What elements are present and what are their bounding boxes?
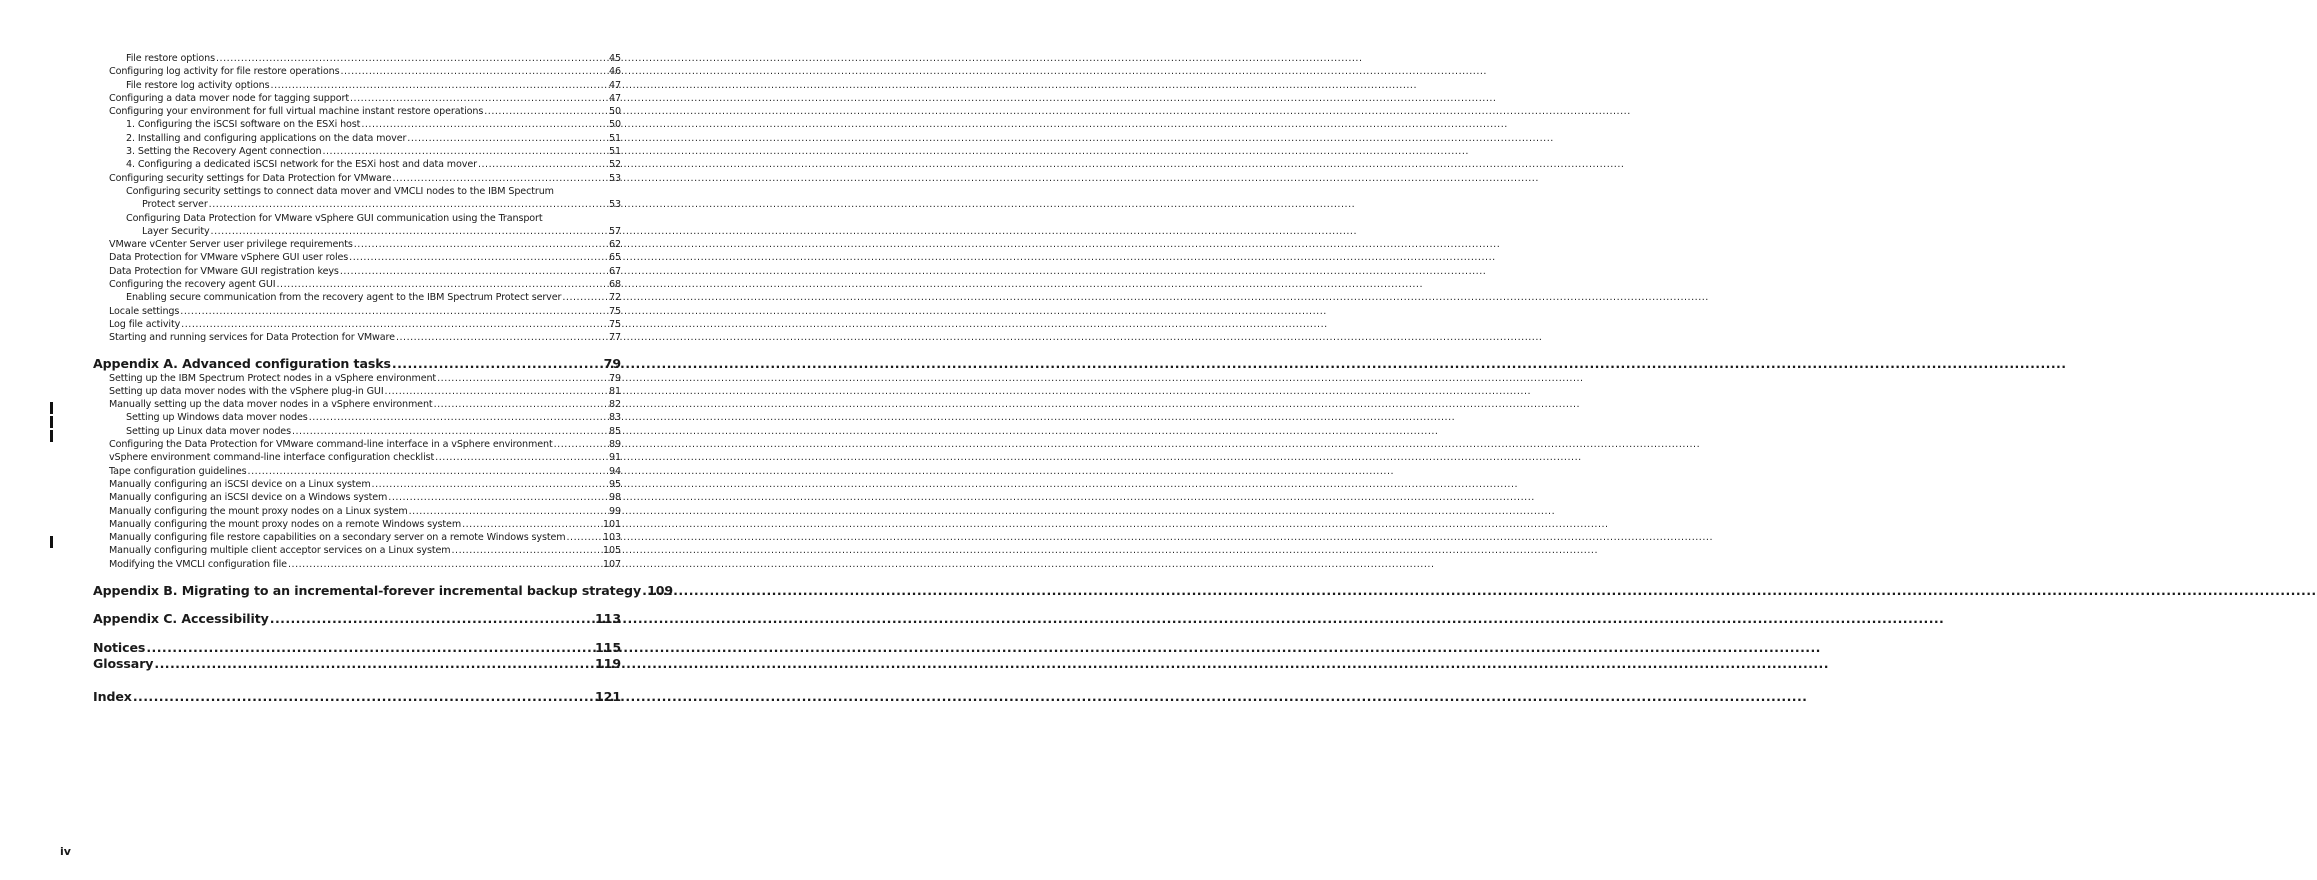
toc-leader-dots xyxy=(248,465,608,478)
toc-entry[interactable] xyxy=(93,65,621,78)
toc-entry-page: 95 xyxy=(609,478,621,490)
toc-entry[interactable] xyxy=(93,318,621,331)
toc-entry-title: Setting up Windows data mover nodes xyxy=(126,412,308,424)
toc-entry-page: 51 xyxy=(609,146,621,158)
toc-entry-title: Data Protection for VMware GUI registration keys xyxy=(109,265,339,277)
toc-leader-dots xyxy=(180,305,608,318)
toc-leader-dots xyxy=(407,132,608,145)
toc-entry-title: Configuring your environment for full virtual machine instant restore operations xyxy=(109,106,484,118)
toc-entry-title: Manually configuring multiple client acceptor services on a Linux system xyxy=(109,545,451,557)
toc-entry-page: 79 xyxy=(609,372,621,384)
toc-heading-appendix-b[interactable] xyxy=(93,582,674,599)
toc-entry[interactable] xyxy=(93,531,621,544)
toc-entry-page: 53 xyxy=(609,172,621,184)
toc-leader-dots xyxy=(270,611,594,627)
toc-entry[interactable] xyxy=(93,411,621,424)
toc-entry-page: 94 xyxy=(609,465,621,477)
toc-entry-page: 53 xyxy=(609,199,621,211)
toc-entry[interactable] xyxy=(93,132,621,145)
toc-entry-page: 57 xyxy=(609,225,621,237)
toc-entry-page: 50 xyxy=(609,106,621,118)
toc-leader-dots xyxy=(566,531,602,544)
change-bar xyxy=(50,430,53,442)
toc-leader-dots xyxy=(462,518,602,531)
toc-leader-dots xyxy=(554,438,608,451)
toc-leader-dots xyxy=(361,118,608,131)
toc-leader-dots xyxy=(392,172,608,185)
toc-entry[interactable] xyxy=(93,291,621,304)
toc-entry-title-continued: Protect server xyxy=(142,199,208,211)
toc-entry-title: File restore log activity options xyxy=(126,79,270,91)
toc-entry-title: Tape configuration guidelines xyxy=(109,465,247,477)
toc-entry[interactable] xyxy=(93,305,621,318)
toc-entry-page: 45 xyxy=(609,53,621,64)
toc-entry-title: VMware vCenter Server user privilege requirements xyxy=(109,239,353,251)
toc-leader-dots xyxy=(409,505,608,518)
toc-entry[interactable] xyxy=(93,278,621,291)
toc-heading-page: 109 xyxy=(647,582,674,598)
toc-section-mid xyxy=(93,238,621,344)
toc-heading-appendix-a[interactable] xyxy=(93,356,621,372)
toc-leader-dots xyxy=(322,145,608,158)
toc-heading-title: Appendix B. Migrating to an incremental-forever incremental backup strategy xyxy=(93,582,642,598)
toc-entry-title: Starting and running services for Data Protection for VMware xyxy=(109,332,395,344)
toc-entry-page: 77 xyxy=(609,332,621,344)
toc-entry[interactable] xyxy=(93,465,621,478)
toc-entry-page: 65 xyxy=(609,252,621,264)
toc-entry-title: File restore options xyxy=(126,53,215,64)
toc-heading-page: 115 xyxy=(595,639,621,655)
toc-entry[interactable] xyxy=(93,251,621,264)
toc-entry-page: 101 xyxy=(603,518,621,530)
toc-leader-dots xyxy=(211,225,609,238)
toc-entry[interactable] xyxy=(93,451,621,464)
toc-entry-title: Configuring Data Protection for VMware vSphere GUI communication using the Transport xyxy=(126,212,543,224)
toc-entry[interactable] xyxy=(93,398,621,411)
toc-leader-dots xyxy=(437,372,608,385)
toc-section-wrapped xyxy=(93,185,621,238)
toc-entry[interactable] xyxy=(93,385,621,398)
toc-entry-page: 51 xyxy=(609,132,621,144)
toc-entry-title: Manually configuring an iSCSI device on a Linux system xyxy=(109,478,371,490)
toc-entry-page: 75 xyxy=(609,318,621,330)
toc-entry-page: 47 xyxy=(609,79,621,91)
toc-entry[interactable] xyxy=(93,265,621,278)
toc-leader-dots xyxy=(181,318,608,331)
toc-entry-page: 105 xyxy=(603,545,621,557)
toc-entry-page: 82 xyxy=(609,399,621,411)
toc-entry-title: Setting up Linux data mover nodes xyxy=(126,425,291,437)
toc-entry-title: Configuring the Data Protection for VMware command-line interface in a vSphere environment xyxy=(109,439,553,451)
toc-entry-page: 72 xyxy=(609,292,621,304)
toc-heading-title: Appendix C. Accessibility xyxy=(93,610,269,626)
toc-section-top xyxy=(93,52,621,185)
toc-entry[interactable] xyxy=(93,92,621,105)
toc-entry-title: Setting up the IBM Spectrum Protect nodes in a vSphere environment xyxy=(109,372,437,384)
toc-entry[interactable] xyxy=(93,145,621,158)
toc-entry-page: 89 xyxy=(609,439,621,451)
toc-leader-dots xyxy=(562,291,608,304)
toc-entry[interactable] xyxy=(93,185,621,212)
change-bar xyxy=(50,402,53,414)
toc-entry-page: 50 xyxy=(609,119,621,131)
toc-entry[interactable] xyxy=(93,52,621,65)
toc-leader-dots xyxy=(277,278,609,291)
toc-leader-dots xyxy=(388,491,608,504)
toc-leader-dots xyxy=(146,640,594,656)
toc-entry-title: Configuring a data mover node for tagging support xyxy=(109,92,349,104)
toc-heading-index[interactable] xyxy=(93,689,621,705)
toc-entry[interactable] xyxy=(93,505,621,518)
toc-entry-page: 52 xyxy=(609,159,621,171)
toc-leader-dots xyxy=(309,411,608,424)
toc-entry-page: 68 xyxy=(609,279,621,291)
toc-entry-page: 85 xyxy=(609,425,621,437)
toc-entry[interactable] xyxy=(93,518,621,531)
toc-leader-dots xyxy=(354,238,608,251)
toc-entry-title: Enabling secure communication from the recovery agent to the IBM Spectrum Protect server xyxy=(126,292,562,304)
toc-entry-page: 81 xyxy=(609,385,621,397)
toc-entry[interactable] xyxy=(93,425,621,438)
toc-entry[interactable] xyxy=(93,172,621,185)
toc-entry-title: Manually configuring the mount proxy nodes on a Linux system xyxy=(109,505,408,517)
toc-leader-dots xyxy=(340,65,608,78)
toc-leader-dots xyxy=(478,158,608,171)
toc-leader-dots xyxy=(288,558,602,571)
toc-entry-title: vSphere environment command-line interface configuration checklist xyxy=(109,452,435,464)
toc-heading-title: Index xyxy=(93,688,132,704)
toc-entry[interactable] xyxy=(93,212,621,239)
toc-leader-dots xyxy=(340,265,608,278)
toc-heading-title: Notices xyxy=(93,639,146,655)
toc-leader-dots xyxy=(209,198,608,211)
toc-heading-notices[interactable] xyxy=(93,640,621,656)
toc-entry-title: Data Protection for VMware vSphere GUI user roles xyxy=(109,252,349,264)
toc-leader-dots xyxy=(396,331,608,344)
toc-leader-dots xyxy=(372,478,608,491)
toc-heading-page: 113 xyxy=(595,610,621,626)
change-bar xyxy=(50,536,53,548)
toc-entry[interactable] xyxy=(93,478,621,491)
toc-entry[interactable] xyxy=(93,331,621,344)
toc-leader-dots xyxy=(349,251,608,264)
toc-entry-title: Manually setting up the data mover nodes in a vSphere environment xyxy=(109,399,433,411)
toc-leader-dots xyxy=(133,689,594,705)
toc-leader-dots xyxy=(271,79,609,92)
toc-entry-title: Configuring log activity for file restore operations xyxy=(109,66,340,78)
toc-entry-page: 103 xyxy=(603,532,621,544)
toc-entry-title: Manually configuring file restore capabilities on a secondary server on a remote Windows system xyxy=(109,532,566,544)
toc-entry-title: Manually configuring the mount proxy nodes on a remote Windows system xyxy=(109,518,462,530)
toc-entry-page: 99 xyxy=(609,505,621,517)
toc-entry[interactable] xyxy=(93,544,621,557)
toc-entry[interactable] xyxy=(93,491,621,504)
toc-entry[interactable] xyxy=(93,372,621,385)
toc-leader-dots xyxy=(434,398,608,411)
toc-entry-title: Setting up data mover nodes with the vSphere plug-in GUI xyxy=(109,385,384,397)
toc-entry-title: 2. Installing and configuring applications on the data mover xyxy=(126,132,407,144)
toc-entry-title: 1. Configuring the iSCSI software on the ESXi host xyxy=(126,119,361,131)
toc-entry-title: Manually configuring an iSCSI device on a Windows system xyxy=(109,492,388,504)
toc-leader-dots xyxy=(484,105,608,118)
toc-heading-page: 121 xyxy=(595,688,621,704)
toc-heading-appendix-c[interactable] xyxy=(93,611,621,627)
toc-entry-page: 75 xyxy=(609,305,621,317)
toc-heading-glossary[interactable] xyxy=(93,656,621,672)
toc-entry[interactable] xyxy=(93,238,621,251)
toc-entry-page: 98 xyxy=(609,492,621,504)
toc-entry[interactable] xyxy=(93,558,621,571)
toc-leader-dots xyxy=(216,52,608,65)
toc-entry-title: Modifying the VMCLI configuration file xyxy=(109,558,287,570)
toc-leader-dots xyxy=(642,583,646,599)
toc-entry-page: 83 xyxy=(609,412,621,424)
toc-entry-page: 47 xyxy=(609,92,621,104)
toc-entry[interactable] xyxy=(93,438,621,451)
page-number: iv xyxy=(60,845,71,858)
toc-entry-page: 91 xyxy=(609,452,621,464)
toc-entry-page: 46 xyxy=(609,66,621,78)
toc-entry-title-continued: Layer Security xyxy=(142,225,210,237)
toc-entry-page: 107 xyxy=(603,558,621,570)
toc-entry[interactable] xyxy=(93,79,621,92)
toc-leader-dots xyxy=(292,425,608,438)
toc-entry[interactable] xyxy=(93,105,621,118)
toc-heading-title: Glossary xyxy=(93,655,154,671)
toc-section-appendix-a xyxy=(93,372,621,571)
toc-entry-title: Configuring security settings for Data Protection for VMware xyxy=(109,172,392,184)
toc-leader-dots xyxy=(392,356,603,372)
toc-entry-title: 4. Configuring a dedicated iSCSI network for the ESXi host and data mover xyxy=(126,159,477,171)
toc-leader-dots xyxy=(154,656,594,672)
toc-entry-title: Log file activity xyxy=(109,318,181,330)
toc-entry[interactable] xyxy=(93,158,621,171)
table-of-contents xyxy=(93,52,674,705)
toc-entry-title: Locale settings xyxy=(109,305,180,317)
toc-leader-dots xyxy=(451,544,602,557)
change-bar xyxy=(50,416,53,428)
toc-leader-dots xyxy=(350,92,608,105)
toc-leader-dots xyxy=(385,385,609,398)
toc-heading-page: 119 xyxy=(595,655,621,671)
toc-entry[interactable] xyxy=(93,118,621,131)
toc-entry-title: Configuring security settings to connect data mover and VMCLI nodes to the IBM Spectrum xyxy=(126,185,554,197)
toc-heading-title: Appendix A. Advanced configuration tasks xyxy=(93,355,391,371)
toc-entry-title: Configuring the recovery agent GUI xyxy=(109,279,276,291)
toc-entry-page: 62 xyxy=(609,239,621,251)
toc-entry-title: 3. Setting the Recovery Agent connection xyxy=(126,146,322,158)
toc-entry-page: 67 xyxy=(609,265,621,277)
toc-heading-page: 79 xyxy=(603,355,621,371)
toc-leader-dots xyxy=(435,451,608,464)
